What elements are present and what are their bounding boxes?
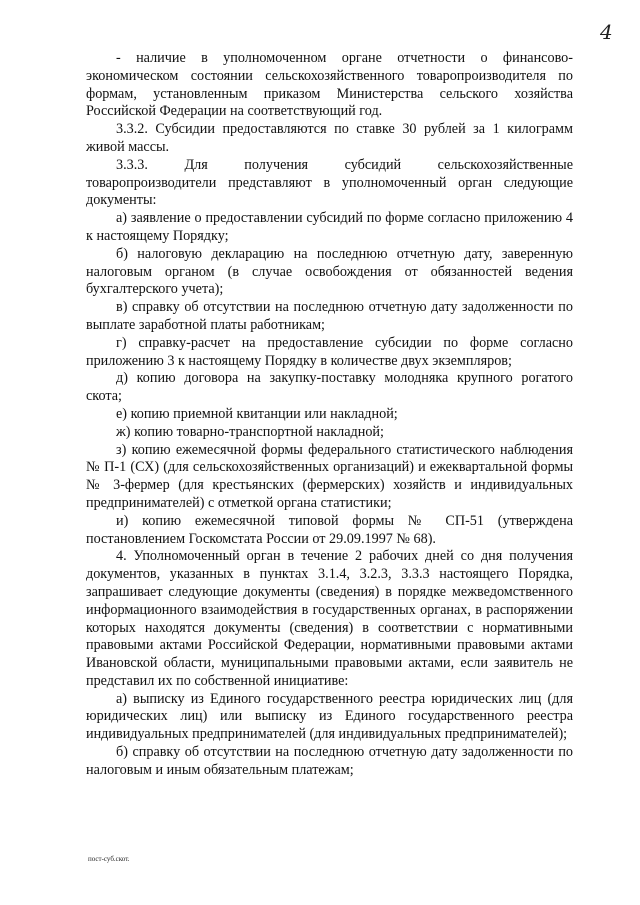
paragraph-4: 4. Уполномоченный орган в течение 2 рабочих дней со дня получения документов, указанных в пунктах 3.1.4, 3.2.3, 3.3.3 настоящего Порядка, запрашивает следующие документы (сведения) в порядке межведомственного информационного взаимодействия в государственных органах, в распоряжении которых находятся документы (сведения) в соответствии с нормативными правовыми актами Российской Федерации, нормативными правовыми актами Ивановской области, муниципальными правовыми актами, если заявитель не представил их по собственной инициативе: <box>86 548 573 689</box>
document-body <box>86 50 573 780</box>
list-item-g: г) справку-расчет на предоставление субсидии по форме согласно приложению 3 к настоящему Порядку в количестве двух экземпляров; <box>86 334 573 369</box>
paragraph-3-3-2: 3.3.2. Субсидии предоставляются по ставке 30 рублей за 1 килограмм живой массы. <box>86 121 573 155</box>
list-item-zh: ж) копию товарно-транспортной накладной; <box>116 423 384 440</box>
list-item-z: з) копию ежемесячной формы федерального статистического наблюдения № П-1 (СХ) (для сельскохозяйственных организаций) и ежеквартальной формы № 3-фермер (для крестьянских (фермерских) хозяйств и индивидуальных предпринимателей) с отметкой органа статистики; <box>86 441 573 511</box>
list-item-v: в) справку об отсутствии на последнюю отчетную дату задолженности по выплате заработной платы работникам; <box>86 299 573 333</box>
page-number: 4 <box>600 20 613 44</box>
list-item-i: и) копию ежемесячной типовой формы № СП-51 (утверждена постановлением Госкомстата России от 29.09.1997 № 68). <box>86 512 573 547</box>
paragraph-reporting-condition: - наличие в уполномоченном органе отчетности о финансово-экономическом состоянии сельскохозяйственного товаропроизводителя по формам, установленным приказом Министерства сельского хозяйства Российской Федерации на соответствующий год. <box>86 50 573 120</box>
list-item-a: а) заявление о предоставлении субсидий по форме согласно приложению 4 к настоящему Порядку; <box>86 210 573 244</box>
footer-file-note: пост-суб.скот. <box>88 855 130 863</box>
list-item-4-a: а) выписку из Единого государственного реестра юридических лиц (для юридических лиц) или выписку из Единого государственного реестра индивидуальных предпринимателей (для индивидуальных предпринимателей); <box>86 690 573 743</box>
list-item-b: б) налоговую декларацию на последнюю отчетную дату, заверенную налоговым органом (в случае освобождения от обязанностей ведения бухгалтерского учета); <box>86 245 573 298</box>
list-item-e: е) копию приемной квитанции или накладной; <box>116 405 398 422</box>
paragraph-3-3-3: 3.3.3. Для получения субсидий сельскохозяйственные товаропроизводители представляют в уполномоченный орган следующие документы: <box>86 156 573 209</box>
list-item-4-b: б) справку об отсутствии на последнюю отчетную дату задолженности по налоговым и иным обязательным платежам; <box>86 744 573 778</box>
list-item-d: д) копию договора на закупку-поставку молодняка крупного рогатого скота; <box>86 370 573 405</box>
